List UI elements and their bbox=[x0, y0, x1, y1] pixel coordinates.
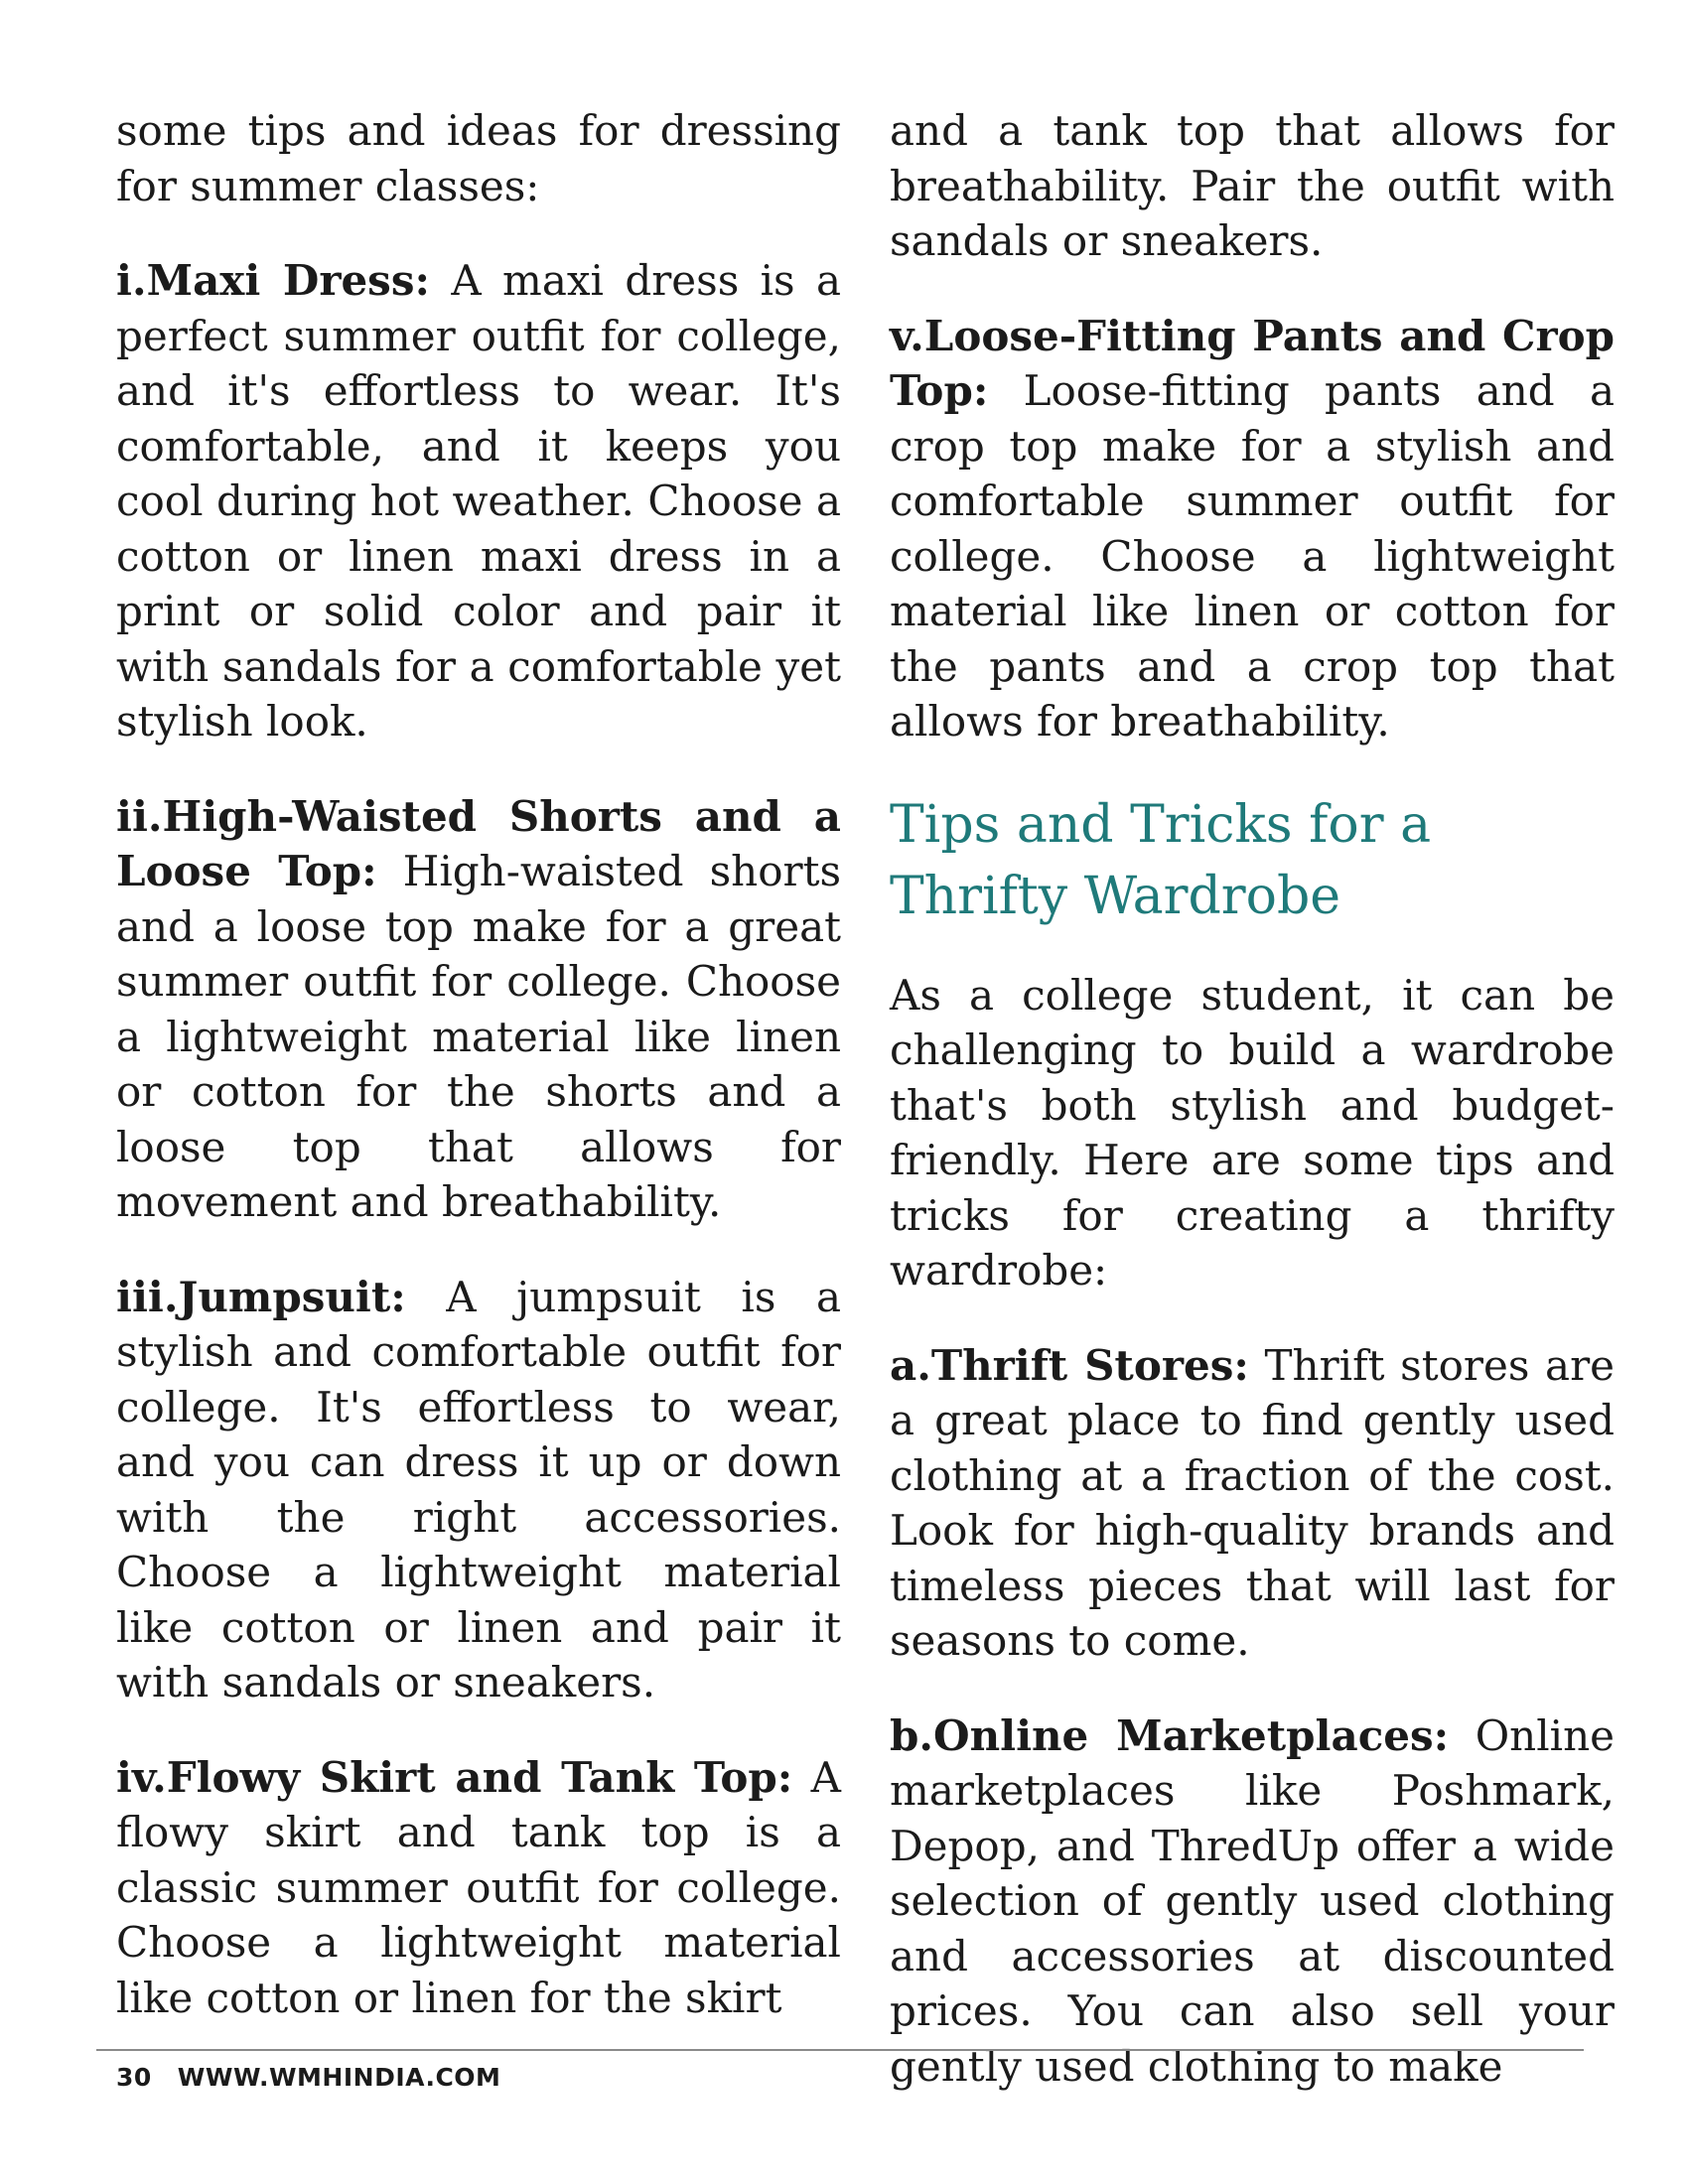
right-column bbox=[890, 103, 1615, 2133]
tip-text: High-waisted shorts and a loose top make for a great summer outfit for college. Choose a lightweight material like linen or cotton for the shorts and a loose top that allows for movement and breathability. bbox=[116, 847, 841, 1226]
tip-text: Loose-fitting pants and a crop top make for a stylish and comfortable summer outfit for college. Choose a lightweight material like linen or cotton for the pants and a crop top that allows for breathability. bbox=[890, 366, 1615, 746]
page-number: 30 bbox=[116, 2063, 152, 2092]
tip-title: a.Thrift Stores: bbox=[890, 1340, 1249, 1390]
section-heading: Tips and Tricks for a Thrifty Wardrobe bbox=[890, 794, 1432, 926]
tip-text: A jumpsuit is a stylish and comfortable outfit for college. It's effortless to wear, and you can dress it up or down with the right accessories. Choose a lightweight material like cotton or linen and pair it with sandals or sneakers. bbox=[116, 1272, 841, 1706]
tip-title: iii.Jumpsuit: bbox=[116, 1272, 406, 1321]
tip-text: Thrift stores are a great place to find gently used clothing at a fraction of the cost. Look for high-quality brands and timeless pieces that will last for seasons to come. bbox=[890, 1340, 1615, 1665]
tip-loose-pants bbox=[890, 309, 1615, 750]
tip-text: Online marketplaces like Poshmark, Depop, and ThredUp offer a wide selection of gently used clothing and accessories at discounted prices. You can also sell your gently used clothing to make bbox=[890, 1710, 1616, 2091]
page-footer bbox=[116, 2063, 500, 2092]
left-column bbox=[116, 103, 841, 2065]
tip-jumpsuit bbox=[116, 1270, 841, 1710]
section-intro: As a college student, it can be challenging to build a wardrobe that's both stylish and budget-friendly. Here are some tips and tricks for creating a thrifty wardrobe: bbox=[890, 970, 1615, 1295]
tip-flowy-skirt bbox=[116, 1750, 841, 2026]
tip-title: v.Loose-Fitting Pants and Crop Top: bbox=[890, 311, 1615, 415]
footer-divider bbox=[96, 2049, 1584, 2051]
tip-title: iv.Flowy Skirt and Tank Top: bbox=[116, 1752, 793, 1802]
intro-paragraph: some tips and ideas for dressing for summer classes: bbox=[116, 106, 841, 210]
tip-maxi-dress bbox=[116, 253, 841, 750]
tip-high-waisted-shorts bbox=[116, 789, 841, 1230]
website-link[interactable]: WWW.WMHINDIA.COM bbox=[177, 2063, 501, 2092]
tip-online-marketplaces bbox=[890, 1708, 1615, 2095]
tip-thrift-stores bbox=[890, 1338, 1615, 1669]
tip-title: ii.High-Waisted Shorts and a Loose Top: bbox=[116, 791, 841, 895]
continuation-paragraph: and a tank top that allows for breathability. Pair the outfit with sandals or sneakers. bbox=[890, 106, 1615, 265]
tip-text: A maxi dress is a perfect summer outfit for college, and it's effortless to wear. It's comfortable, and it keeps you cool during hot weather. Choose a cotton or linen maxi dress in a print or solid color and pair it with sandals for a comfortable yet stylish look. bbox=[116, 256, 841, 746]
tip-title: b.Online Marketplaces: bbox=[890, 1710, 1450, 1760]
tip-title: i.Maxi Dress: bbox=[116, 256, 430, 305]
tip-text: A flowy skirt and tank top is a classic summer outfit for college. Choose a lightweight material like cotton or linen for the skirt bbox=[116, 1752, 842, 2022]
